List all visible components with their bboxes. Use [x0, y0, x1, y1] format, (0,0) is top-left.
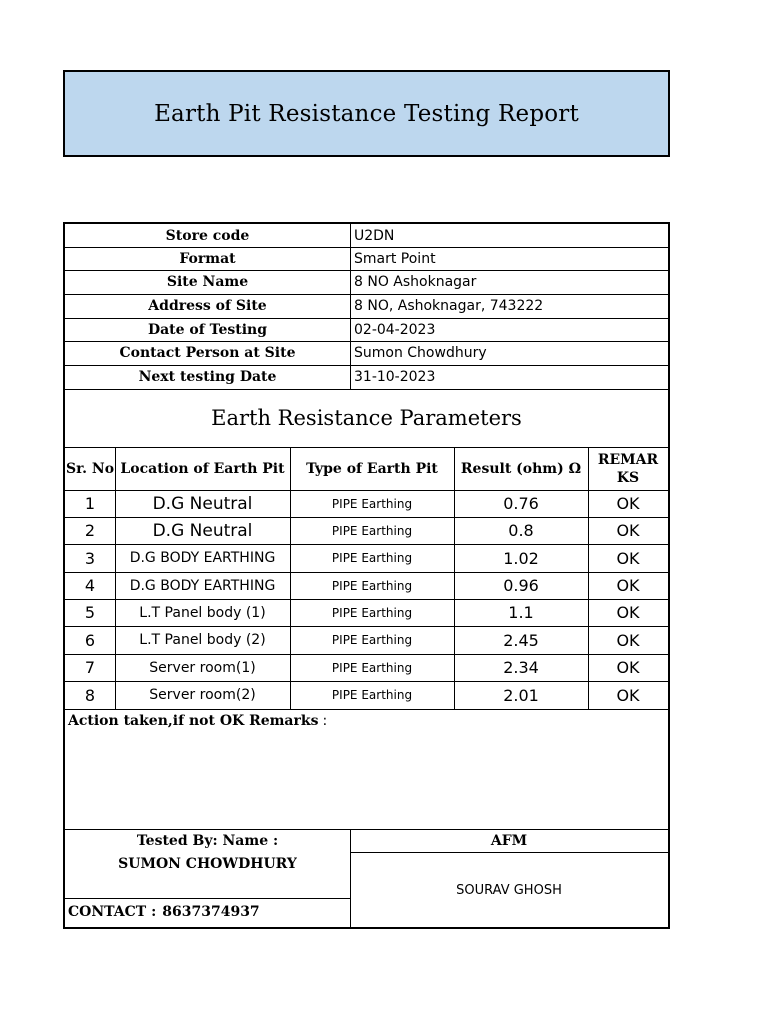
info-label: Next testing Date: [138, 369, 277, 385]
report-title-box: [63, 70, 670, 157]
afm-name: SOURAV GHOSH: [456, 882, 562, 898]
cell-result: 1.02: [503, 548, 539, 568]
info-value: Sumon Chowdhury: [354, 345, 487, 361]
contact-label: CONTACT :: [68, 904, 157, 920]
cell-sr-no: 7: [84, 658, 96, 677]
cell-remarks: OK: [616, 630, 640, 650]
cell-location: L.T Panel body (2): [139, 632, 266, 648]
cell-sr-no: 3: [84, 548, 96, 568]
cell-result: 2.01: [503, 685, 539, 705]
info-value: 8 NO, Ashoknagar, 743222: [354, 298, 544, 314]
cell-location: D.G Neutral: [152, 520, 253, 541]
cell-type: PIPE Earthing: [331, 660, 413, 675]
cell-location: L.T Panel body (1): [139, 604, 266, 621]
tested-by-name: SUMON CHOWDHURY: [118, 856, 297, 872]
cell-type: PIPE Earthing: [331, 496, 413, 511]
cell-sr-no: 5: [84, 603, 96, 622]
action-taken-label-row: [68, 710, 658, 732]
header-location: Location of Earth Pit: [120, 460, 285, 477]
info-value: 31-10-2023: [354, 369, 436, 385]
cell-remarks: OK: [616, 548, 640, 568]
cell-location: Server room(1): [149, 659, 256, 676]
info-value: 02-04-2023: [354, 321, 436, 338]
cell-sr-no: 4: [84, 576, 96, 595]
info-label: Address of Site: [148, 298, 267, 314]
cell-remarks: OK: [616, 658, 640, 677]
cell-result: 1.1: [508, 603, 534, 622]
cell-type: PIPE Earthing: [331, 633, 413, 647]
action-taken-label: Action taken,if not OK Remarks: [68, 713, 319, 729]
contact-value: 8637374937: [162, 904, 260, 920]
header-type: Type of Earth Pit: [306, 460, 438, 477]
cell-remarks: OK: [616, 494, 640, 513]
info-value: 8 NO Ashoknagar: [354, 274, 477, 290]
info-value: Smart Point: [354, 250, 436, 267]
action-taken-colon: :: [322, 713, 328, 729]
info-label: Store code: [165, 227, 250, 244]
cell-remarks: OK: [616, 576, 640, 595]
report-title: Earth Pit Resistance Testing Report: [154, 100, 579, 127]
cell-location: D.G BODY EARTHING: [129, 550, 276, 566]
cell-remarks: OK: [616, 521, 640, 540]
cell-type: PIPE Earthing: [331, 688, 413, 702]
cell-type: PIPE Earthing: [331, 578, 413, 593]
cell-sr-no: 6: [84, 630, 96, 650]
cell-type: PIPE Earthing: [331, 551, 413, 565]
cell-location: D.G BODY EARTHING: [129, 577, 276, 594]
tested-by-label: Tested By: Name :: [136, 833, 279, 849]
cell-location: D.G Neutral: [152, 493, 253, 514]
cell-sr-no: 1: [84, 494, 96, 513]
afm-label: AFM: [490, 833, 528, 849]
report-sheet: [63, 222, 670, 929]
cell-remarks: OK: [616, 685, 640, 705]
cell-result: 0.96: [503, 576, 539, 595]
cell-result: 0.76: [503, 494, 539, 513]
cell-sr-no: 8: [84, 685, 96, 705]
info-label: Site Name: [166, 274, 249, 290]
info-label: Date of Testing: [147, 321, 268, 338]
cell-type: PIPE Earthing: [331, 605, 413, 620]
cell-location: Server room(2): [149, 687, 256, 703]
header-remarks: REMAR KS: [597, 451, 659, 486]
header-result: Result (ohm) Ω: [460, 460, 582, 477]
header-sr-no: Sr. No: [65, 460, 115, 477]
cell-type: PIPE Earthing: [331, 523, 413, 538]
info-label: Format: [179, 250, 236, 267]
info-label: Contact Person at Site: [119, 345, 296, 361]
cell-result: 0.8: [508, 521, 534, 540]
parameters-heading: Earth Resistance Parameters: [211, 406, 522, 430]
contact-row: [68, 899, 348, 925]
cell-sr-no: 2: [84, 521, 96, 540]
cell-remarks: OK: [616, 603, 640, 622]
cell-result: 2.45: [503, 630, 539, 650]
info-value: U2DN: [354, 227, 395, 244]
cell-result: 2.34: [503, 658, 539, 677]
